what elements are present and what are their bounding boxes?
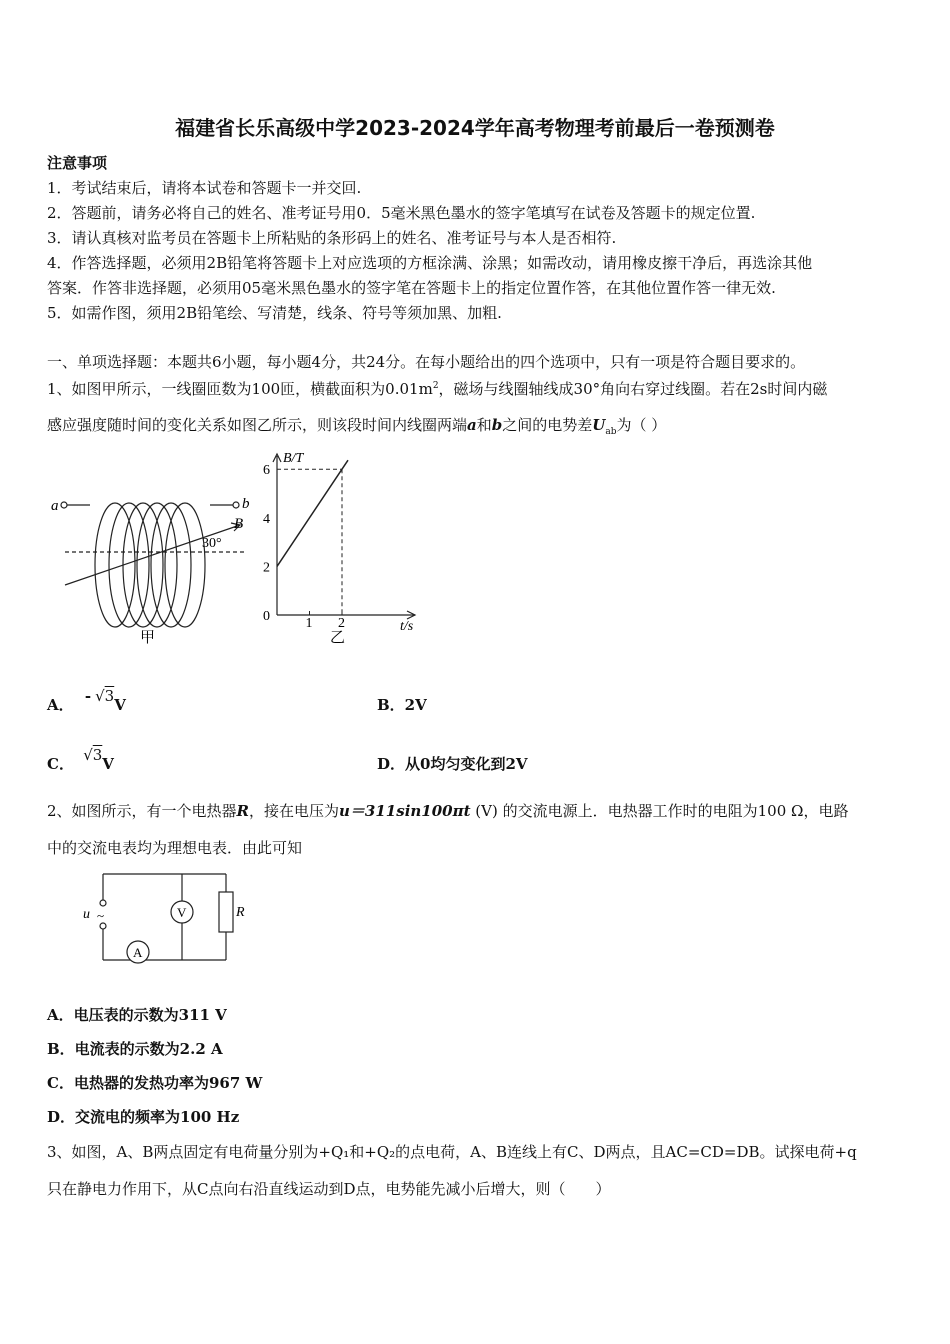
- q1-stem-line2: 感应强度随时间的变化关系如图乙所示，则该段时间内线圈两端a和b之间的电势差$U_{ab}$为（ ）: [47, 416, 667, 437]
- x-axis-label: t/s: [400, 619, 414, 634]
- q2-stem-line2: 中的交流电表均为理想电表．由此可知: [47, 839, 303, 857]
- q1-option-d[interactable]: D．从0均匀变化到2V: [377, 755, 528, 773]
- y-tick-label: 2: [263, 560, 270, 576]
- q1-option-c[interactable]: C． √3V: [47, 746, 114, 773]
- q3-stem-line1: 3、如图，A、B两点固定有电荷量分别为+Q₁和+Q₂的点电荷，A、B连线上有C、D两点，且AC=CD=DB。试探电荷+q: [47, 1143, 857, 1161]
- notice-heading: 注意事项: [47, 154, 108, 172]
- caption-yi: 乙: [330, 630, 346, 646]
- x-tick-label: 1: [305, 616, 313, 631]
- notice-item: 3．请认真核对监考员在答题卡上所粘贴的条形码上的姓名、准考证号与本人是否相符.: [47, 229, 617, 247]
- notice-item: 答案．作答非选择题，必须用05毫米黑色墨水的签字笔在答题卡上的指定位置作答，在其他位置作答一律无效.: [47, 279, 776, 297]
- resistor-label: R: [236, 905, 245, 920]
- y-tick-label: 0: [263, 609, 270, 624]
- ac-source-icon: ~: [97, 908, 105, 923]
- voltmeter-label: V: [177, 905, 187, 920]
- label-a: a: [51, 498, 59, 514]
- data-line: [277, 460, 348, 566]
- angle-label: 30°: [202, 536, 222, 551]
- q2-stem-line1: 2、如图所示，有一个电热器R，接在电压为u＝311sin100πt (V) 的交流电源上．电热器工作时的电阻为100 Ω，电路: [47, 802, 849, 820]
- caption-jia: 甲: [140, 630, 156, 646]
- notice-item: 5．如需作图，须用2B铅笔绘、写清楚，线条、符号等须加黑、加粗.: [47, 304, 502, 322]
- source-label-u: u: [83, 907, 90, 922]
- q2-option-c[interactable]: C．电热器的发热功率为967 W: [47, 1074, 263, 1092]
- circuit-figure: [78, 866, 258, 976]
- notice-item: 1．考试结束后，请将本试卷和答题卡一并交回.: [47, 179, 362, 197]
- y-tick-label: 6: [263, 463, 270, 479]
- q3-stem-line2: 只在静电力作用下，从C点向右沿直线运动到D点，电势能先减小后增大，则（ ）: [47, 1180, 611, 1198]
- q1-option-b[interactable]: B．2V: [377, 696, 427, 714]
- q1-stem-line1: 1、如图甲所示，一线圈匝数为100匝，横截面积为$0.01m^2$，磁场与线圈轴线成30°角向右穿过线圈。若在2s时间内磁: [47, 380, 828, 398]
- label-b: b: [242, 496, 250, 512]
- q2-option-d[interactable]: D．交流电的频率为100 Hz: [47, 1108, 240, 1126]
- label-B: B: [234, 516, 244, 532]
- ammeter-label: A: [133, 945, 143, 960]
- x-tick-label: 2: [338, 616, 345, 631]
- q1-option-a[interactable]: A． - √3V: [47, 687, 126, 714]
- b-t-graph: [255, 448, 435, 648]
- notice-item: 4．作答选择题，必须用2B铅笔将答题卡上对应选项的方框涂满、涂黑；如需改动，请用橡皮擦干净后，再选涂其他: [47, 254, 813, 272]
- q2-option-a[interactable]: A．电压表的示数为311 V: [47, 1006, 227, 1024]
- section-heading: 一、单项选择题：本题共6小题，每小题4分，共24分。在每小题给出的四个选项中，只有一项是符合题目要求的。: [47, 353, 806, 371]
- y-axis-label: B/T: [283, 451, 304, 466]
- notice-item: 2．答题前，请务必将自己的姓名、准考证号用0．5毫米黑色墨水的签字笔填写在试卷及答题卡的规定位置.: [47, 204, 756, 222]
- y-tick-label: 4: [263, 511, 270, 527]
- page-title: 福建省长乐高级中学2023-2024学年高考物理考前最后一卷预测卷: [175, 116, 775, 140]
- coil-figure: [45, 470, 265, 650]
- q2-option-b[interactable]: B．电流表的示数为2.2 A: [47, 1040, 223, 1058]
